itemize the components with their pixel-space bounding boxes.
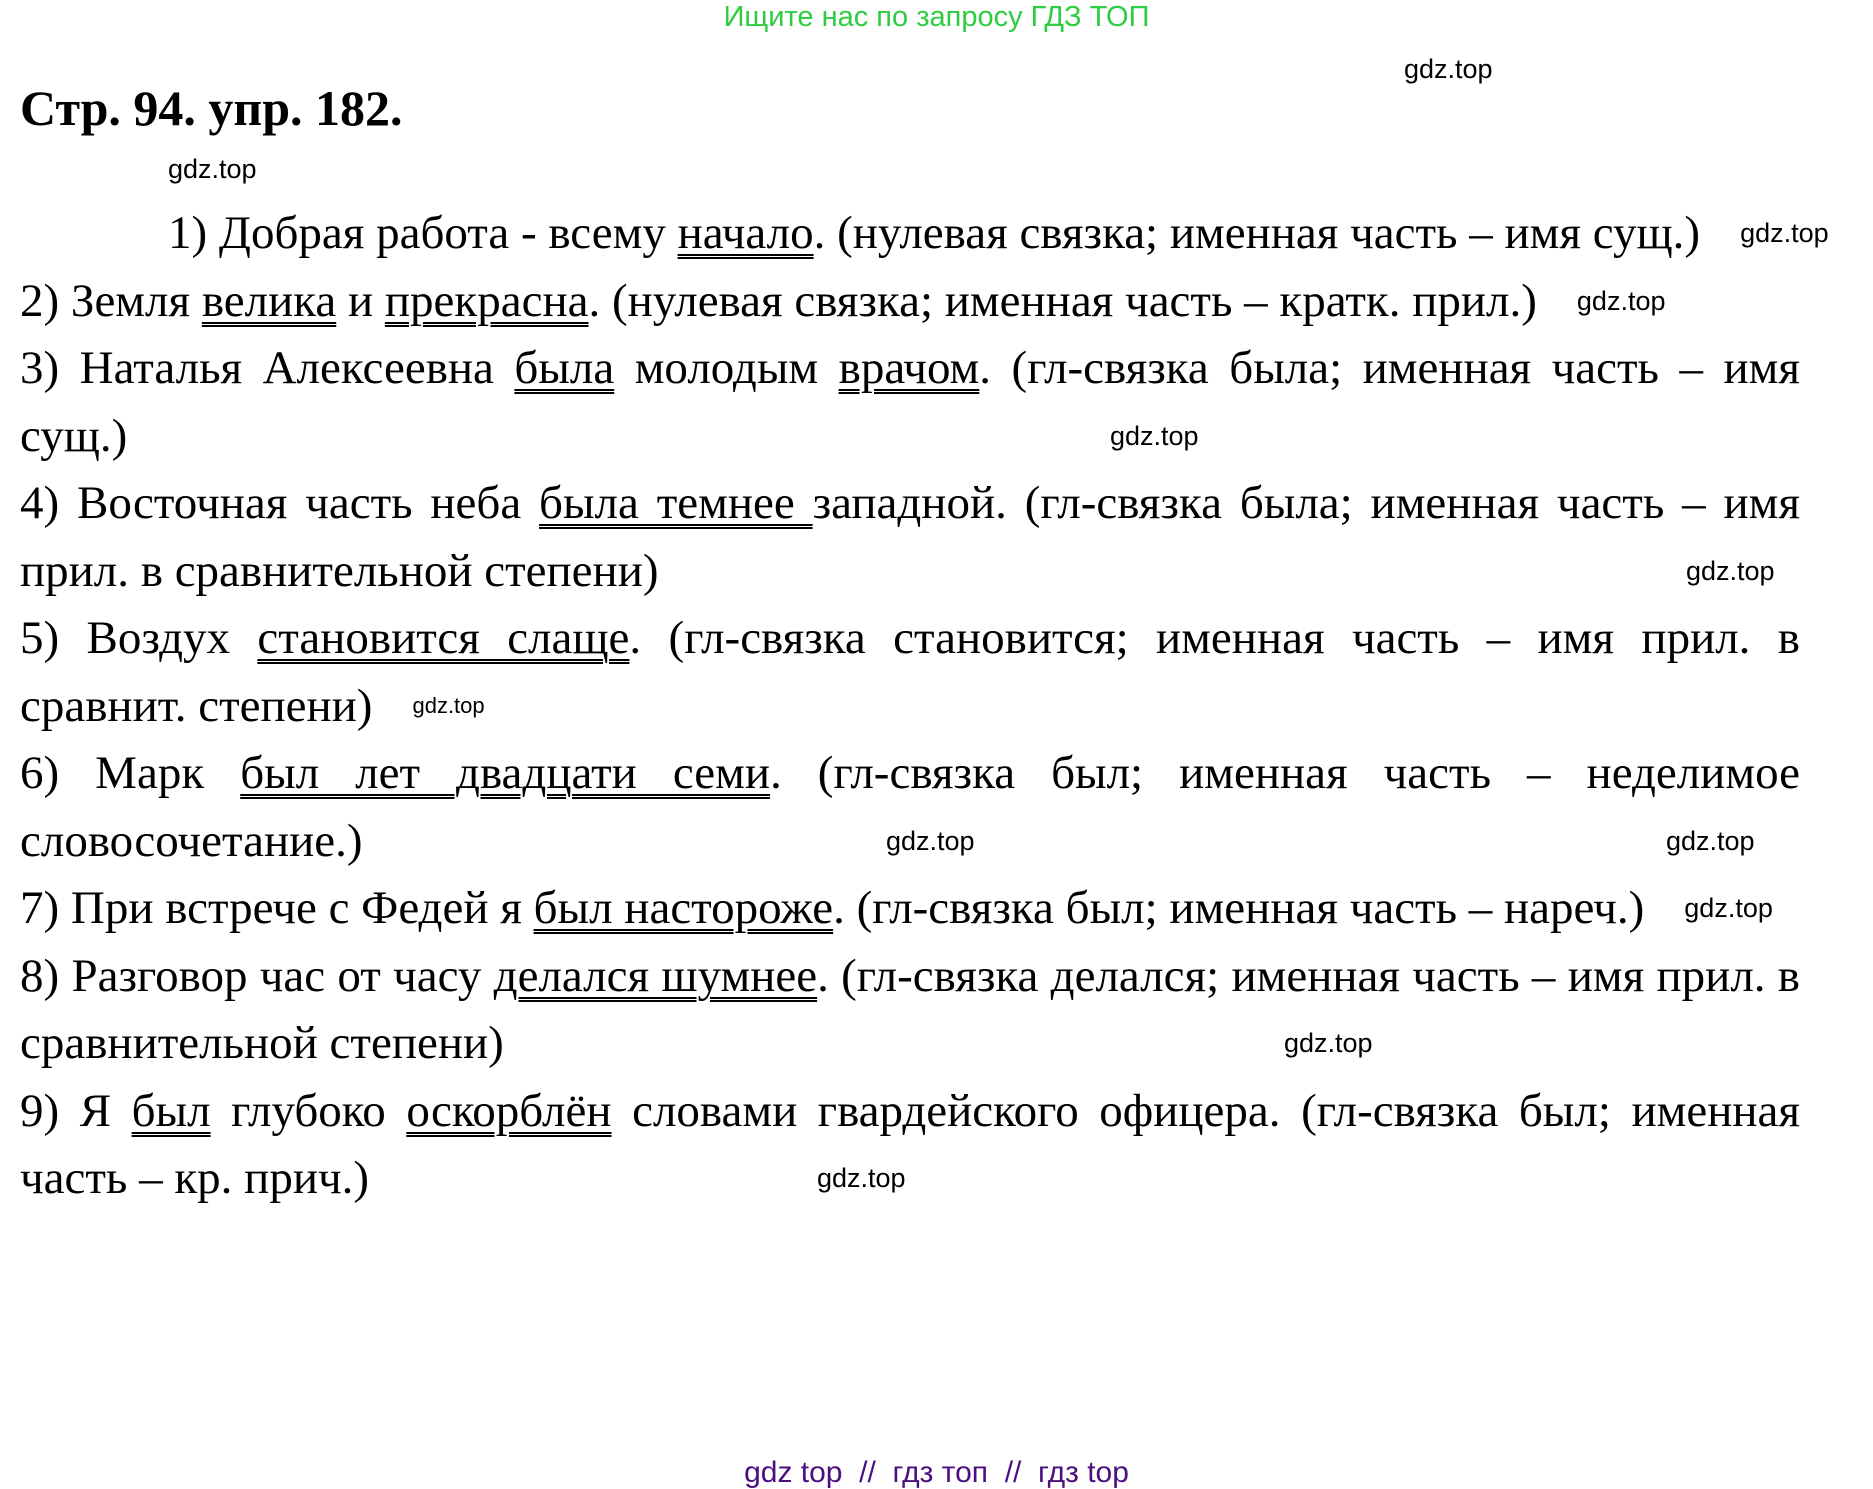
watermark: gdz.top bbox=[1740, 218, 1829, 248]
item-text: 9) Я bbox=[20, 1084, 132, 1137]
item-text: 5) Воздух bbox=[20, 612, 258, 664]
underlined-predicate: был настороже bbox=[533, 882, 834, 934]
exercise-item bbox=[20, 875, 1800, 943]
footer-links: gdz top // гдз топ // гдз top bbox=[744, 1456, 1129, 1489]
watermark: gdz.top bbox=[817, 1163, 906, 1193]
underlined-predicate: был лет двадцати семи bbox=[240, 747, 771, 799]
exercise-item bbox=[20, 605, 1800, 740]
underlined-predicate: прекрасна bbox=[384, 274, 589, 327]
item-text: . (нулевая связка; именная часть – кратк. прил.) bbox=[588, 274, 1537, 327]
exercise-item bbox=[20, 943, 1800, 1078]
exercise-item bbox=[20, 1078, 1800, 1213]
watermark: gdz.top bbox=[1284, 1028, 1373, 1058]
item-text: словами гвардейского офицера. (гл-связка был; именная часть – кр. прич.) bbox=[20, 1084, 1800, 1204]
watermark: gdz.top bbox=[168, 154, 257, 184]
exercise-item bbox=[20, 268, 1800, 336]
item-text: 4) Восточная часть неба bbox=[20, 477, 540, 529]
watermark: gdz.top bbox=[1686, 555, 1775, 586]
underlined-predicate: велика bbox=[201, 274, 337, 327]
underlined-predicate: начало bbox=[677, 207, 814, 259]
item-text: и bbox=[336, 274, 385, 327]
item-text: . (гл-связка был; именная часть – нареч.) bbox=[833, 882, 1645, 934]
underlined-predicate: оскорблён bbox=[406, 1084, 612, 1137]
watermark: gdz.top bbox=[1404, 54, 1493, 84]
exercise-item bbox=[20, 470, 1800, 605]
item-text: . (гл-связка становится; именная часть – имя прил. в сравнит. степени) bbox=[20, 612, 1800, 732]
underlined-predicate: делался шумнее bbox=[493, 949, 818, 1002]
exercise-content bbox=[20, 200, 1800, 1213]
underlined-predicate: врачом bbox=[838, 342, 980, 394]
item-text: западной. (гл-связка была; именная часть – имя прил. в сравнительной степени) bbox=[20, 477, 1800, 597]
item-text: глубоко bbox=[210, 1084, 407, 1137]
watermark: gdz.top bbox=[1684, 893, 1773, 923]
item-text: 3) Наталья Алексеевна bbox=[20, 342, 515, 394]
search-banner: Ищите нас по запросу ГДЗ ТОП bbox=[723, 1, 1150, 33]
item-text: . (гл-связка была; именная часть – имя сущ.) bbox=[20, 342, 1800, 462]
page-title: Стр. 94. упр. 182. bbox=[20, 80, 403, 136]
watermark: gdz.top bbox=[1110, 420, 1199, 451]
item-text: 2) Земля bbox=[20, 274, 202, 327]
underlined-predicate: становится слаще bbox=[257, 612, 630, 664]
item-text: 8) Разговор час от часу bbox=[20, 949, 494, 1002]
underlined-predicate: была bbox=[514, 342, 615, 394]
item-text: . (гл-связка делался; именная часть – имя прил. в сравнительной степени) bbox=[20, 949, 1801, 1069]
exercise-item bbox=[20, 335, 1800, 470]
underlined-predicate: был bbox=[131, 1084, 211, 1137]
item-text: 1) Добрая работа - всему bbox=[168, 207, 678, 259]
item-text: молодым bbox=[614, 342, 839, 394]
item-text: . (нулевая связка; именная часть – имя сущ.) bbox=[813, 207, 1701, 259]
item-text: 7) При встрече с Федей я bbox=[20, 882, 534, 934]
watermark: gdz.top bbox=[1576, 285, 1666, 316]
watermark: gdz.top bbox=[412, 692, 485, 718]
item-text: 6) Марк bbox=[20, 747, 241, 799]
item-text: . (гл-связка был; именная часть – неделимое словосочетание.) bbox=[20, 747, 1801, 867]
underlined-predicate: была темнее bbox=[539, 477, 813, 529]
exercise-item bbox=[20, 200, 1800, 268]
watermark: gdz.top bbox=[1666, 825, 1755, 856]
watermark: gdz.top bbox=[886, 825, 975, 856]
